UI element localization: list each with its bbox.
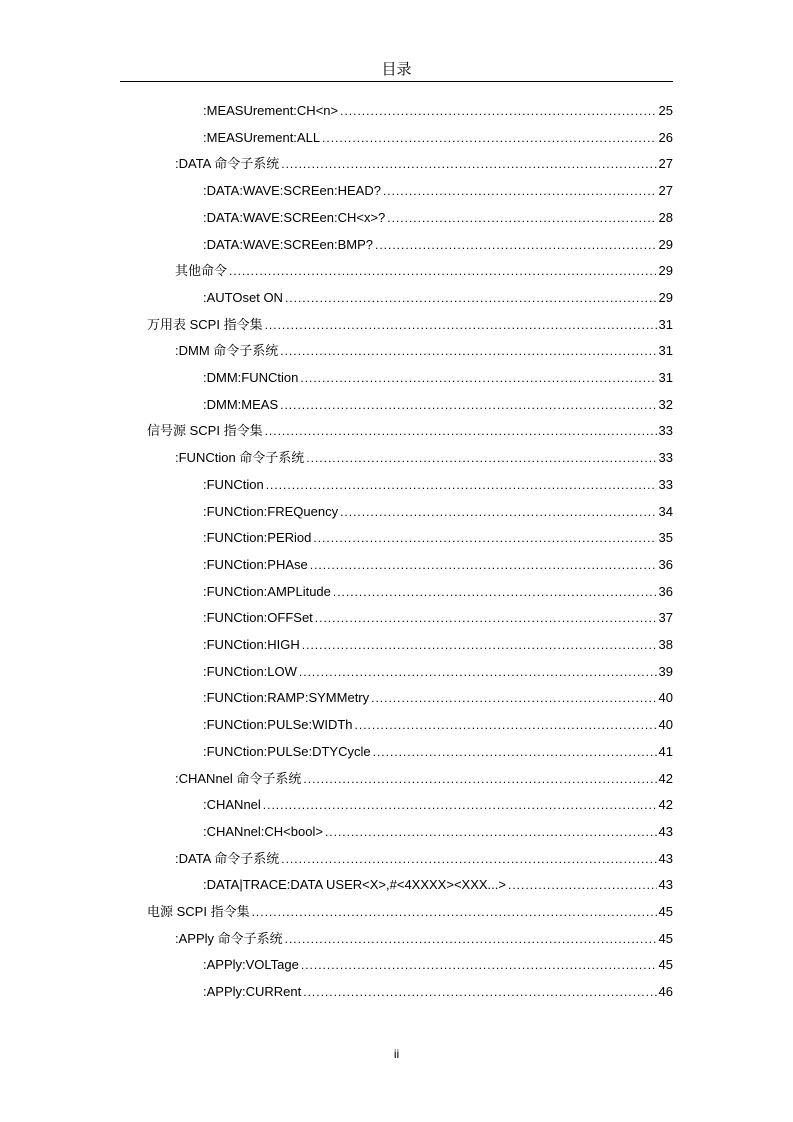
toc-entry[interactable] <box>175 766 673 792</box>
page-header-title: 目录 <box>381 60 412 78</box>
header-divider <box>120 81 673 82</box>
toc-entry-title: :AUTOset ON <box>203 289 283 305</box>
toc-entry-title: :FUNCtion:OFFSet <box>203 610 313 626</box>
toc-dot-leader <box>355 712 657 738</box>
toc-entry[interactable] <box>175 926 673 952</box>
toc-entry-title: :FUNCtion <box>203 476 264 492</box>
toc-dot-leader <box>301 952 657 978</box>
toc-entry-title: :MEASUrement:ALL <box>203 129 321 145</box>
toc-entry[interactable] <box>203 952 673 978</box>
toc-entry-page: 37 <box>658 610 673 626</box>
toc-entry-page: 36 <box>658 556 673 572</box>
toc-entry-title: :DATA:WAVE:SCREen:BMP? <box>203 236 374 252</box>
toc-entry[interactable] <box>203 659 673 685</box>
toc-entry[interactable] <box>203 178 673 204</box>
toc-dot-leader <box>373 739 657 765</box>
toc-entry[interactable] <box>147 899 673 925</box>
toc-dot-leader <box>280 392 656 418</box>
toc-dot-leader <box>302 632 657 658</box>
toc-entry-title: :FUNCtion:LOW <box>203 663 297 679</box>
toc-entry-title: :FUNCtion:PHAse <box>203 556 308 572</box>
toc-dot-leader <box>375 232 657 258</box>
toc-entry-page: 29 <box>658 263 673 279</box>
toc-entry[interactable] <box>175 151 673 177</box>
toc-entry-title: 其他命令 <box>175 263 228 279</box>
toc-entry-page: 35 <box>658 530 673 546</box>
toc-entry[interactable] <box>203 525 673 551</box>
toc-entry-title: 电源 SCPI 指令集 <box>147 904 250 919</box>
toc-entry[interactable] <box>203 499 673 525</box>
toc-entry-page: 28 <box>658 209 673 225</box>
toc-entry[interactable] <box>203 792 673 818</box>
toc-dot-leader <box>383 178 657 204</box>
toc-entry-page: 40 <box>658 717 673 733</box>
toc-entry-page: 42 <box>658 770 673 786</box>
toc-entry-page: 38 <box>658 637 673 652</box>
toc-entry-page: 36 <box>658 583 673 599</box>
toc-entry-page: 29 <box>658 289 673 305</box>
toc-entry[interactable] <box>203 819 673 845</box>
toc-dot-leader <box>299 659 657 685</box>
toc-dot-leader <box>263 792 657 818</box>
toc-entry-page: 43 <box>658 877 673 893</box>
toc-entry-page: 46 <box>658 984 673 1000</box>
toc-entry-page: 43 <box>658 823 673 839</box>
toc-entry-title: 万用表 SCPI 指令集 <box>147 316 263 332</box>
toc-entry-page: 29 <box>658 236 673 252</box>
toc-entry-title: :FUNCtion:PULSe:DTYCycle <box>203 743 371 759</box>
toc-entry[interactable] <box>203 872 673 898</box>
toc-entry[interactable] <box>147 312 673 338</box>
page-number: ii <box>393 1047 400 1061</box>
toc-entry[interactable] <box>203 205 673 231</box>
toc-entry-title: :FUNCtion:RAMP:SYMMetry <box>203 690 370 706</box>
toc-dot-leader <box>280 338 656 364</box>
toc-entry[interactable] <box>203 552 673 578</box>
toc-entry-title: :DMM:FUNCtion <box>203 370 299 385</box>
toc-dot-leader <box>340 499 656 525</box>
toc-dot-leader <box>285 926 657 952</box>
toc-entry-title: :FUNCtion:PULSe:WIDTh <box>203 717 353 733</box>
toc-dot-leader <box>300 365 656 391</box>
toc-entry[interactable] <box>203 685 673 711</box>
toc-entry-title: :CHANnel:CH<bool> <box>203 823 323 839</box>
toc-entry[interactable] <box>203 739 673 765</box>
toc-dot-leader <box>340 98 656 124</box>
toc-entry[interactable] <box>203 472 673 498</box>
toc-entry-title: :FUNCtion 命令子系统 <box>175 450 305 466</box>
toc-dot-leader <box>310 552 657 578</box>
toc-dot-leader <box>266 472 657 498</box>
toc-dot-leader <box>229 258 657 284</box>
toc-dot-leader <box>333 579 657 605</box>
toc-entry[interactable] <box>175 445 673 471</box>
toc-dot-leader <box>281 846 656 872</box>
toc-entry[interactable] <box>203 365 673 391</box>
toc-dot-leader <box>325 819 657 845</box>
toc-dot-leader <box>265 418 657 444</box>
toc-entry-page: 34 <box>658 503 673 519</box>
toc-entry-page: 42 <box>658 797 673 813</box>
toc-entry-title: :DMM:MEAS <box>203 396 279 412</box>
toc-entry[interactable] <box>147 418 673 444</box>
toc-entry-page: 32 <box>658 396 673 412</box>
toc-entry-title: :CHANnel <box>203 797 261 813</box>
toc-dot-leader <box>322 125 656 151</box>
toc-dot-leader <box>306 445 656 471</box>
toc-entry-page: 31 <box>658 343 673 359</box>
toc-entry-title: :FUNCtion:FREQuency <box>203 503 339 519</box>
toc-dot-leader <box>508 872 657 898</box>
toc-entry[interactable] <box>203 979 673 1005</box>
toc-entry-page: 39 <box>658 663 673 679</box>
toc-entry[interactable] <box>203 392 673 418</box>
toc-entry-title: :DATA 命令子系统 <box>175 156 280 172</box>
toc-entry-page: 31 <box>658 316 673 332</box>
toc-entry-page: 27 <box>658 183 673 199</box>
toc-entry-page: 43 <box>658 850 673 866</box>
toc-entry-page: 45 <box>658 904 673 919</box>
toc-entry-title: :APPly:CURRent <box>203 984 302 1000</box>
toc-entry-title: :MEASUrement:CH<n> <box>203 103 339 118</box>
toc-entry[interactable] <box>203 605 673 631</box>
toc-entry-title: :CHANnel 命令子系统 <box>175 770 302 786</box>
toc-entry-page: 40 <box>658 690 673 706</box>
toc-dot-leader <box>387 205 656 231</box>
toc-entry-title: 信号源 SCPI 指令集 <box>147 423 263 439</box>
toc-entry-title: :FUNCtion:AMPLitude <box>203 583 331 599</box>
toc-entry-page: 27 <box>658 156 673 172</box>
toc-entry-page: 25 <box>658 103 673 118</box>
toc-entry-title: :FUNCtion:HIGH <box>203 637 300 652</box>
toc-entry-page: 26 <box>658 129 673 145</box>
toc-entry-page: 33 <box>658 423 673 439</box>
toc-entry[interactable] <box>203 712 673 738</box>
toc-entry[interactable] <box>203 632 673 658</box>
toc-entry[interactable] <box>203 579 673 605</box>
toc-dot-leader <box>285 285 657 311</box>
toc-entry-title: :DATA:WAVE:SCREen:HEAD? <box>203 183 381 199</box>
toc-entry[interactable] <box>203 98 673 124</box>
toc-entry[interactable] <box>203 285 673 311</box>
toc-entry-title: :DATA 命令子系统 <box>175 850 280 866</box>
toc-entry[interactable] <box>175 846 673 872</box>
toc-entry[interactable] <box>175 338 673 364</box>
toc-dot-leader <box>315 605 657 631</box>
toc-entry-title: :APPly 命令子系统 <box>175 930 283 946</box>
toc-dot-leader <box>265 312 657 338</box>
toc-entry[interactable] <box>203 232 673 258</box>
toc-entry-page: 31 <box>658 370 673 385</box>
toc-entry-page: 45 <box>658 930 673 946</box>
toc-dot-leader <box>281 151 656 177</box>
toc-dot-leader <box>313 525 656 551</box>
toc-entry-page: 33 <box>658 476 673 492</box>
toc-entry-title: :DMM 命令子系统 <box>175 343 279 359</box>
toc-entry-title: :DATA|TRACE:DATA USER<X>,#<4XXXX><XXX...> <box>203 877 506 893</box>
toc-entry-title: :FUNCtion:PERiod <box>203 530 312 546</box>
toc-entry[interactable] <box>175 258 673 284</box>
toc-entry-title: :APPly:VOLTage <box>203 957 299 973</box>
toc-entry-page: 41 <box>658 743 673 759</box>
toc-dot-leader <box>252 899 657 925</box>
toc-entry-title: :DATA:WAVE:SCREen:CH<x>? <box>203 209 386 225</box>
toc-dot-leader <box>303 766 656 792</box>
toc-dot-leader <box>303 979 656 1005</box>
toc-dot-leader <box>371 685 656 711</box>
toc-entry-page: 45 <box>658 957 673 973</box>
toc-entry[interactable] <box>203 125 673 151</box>
toc-entry-page: 33 <box>658 450 673 466</box>
